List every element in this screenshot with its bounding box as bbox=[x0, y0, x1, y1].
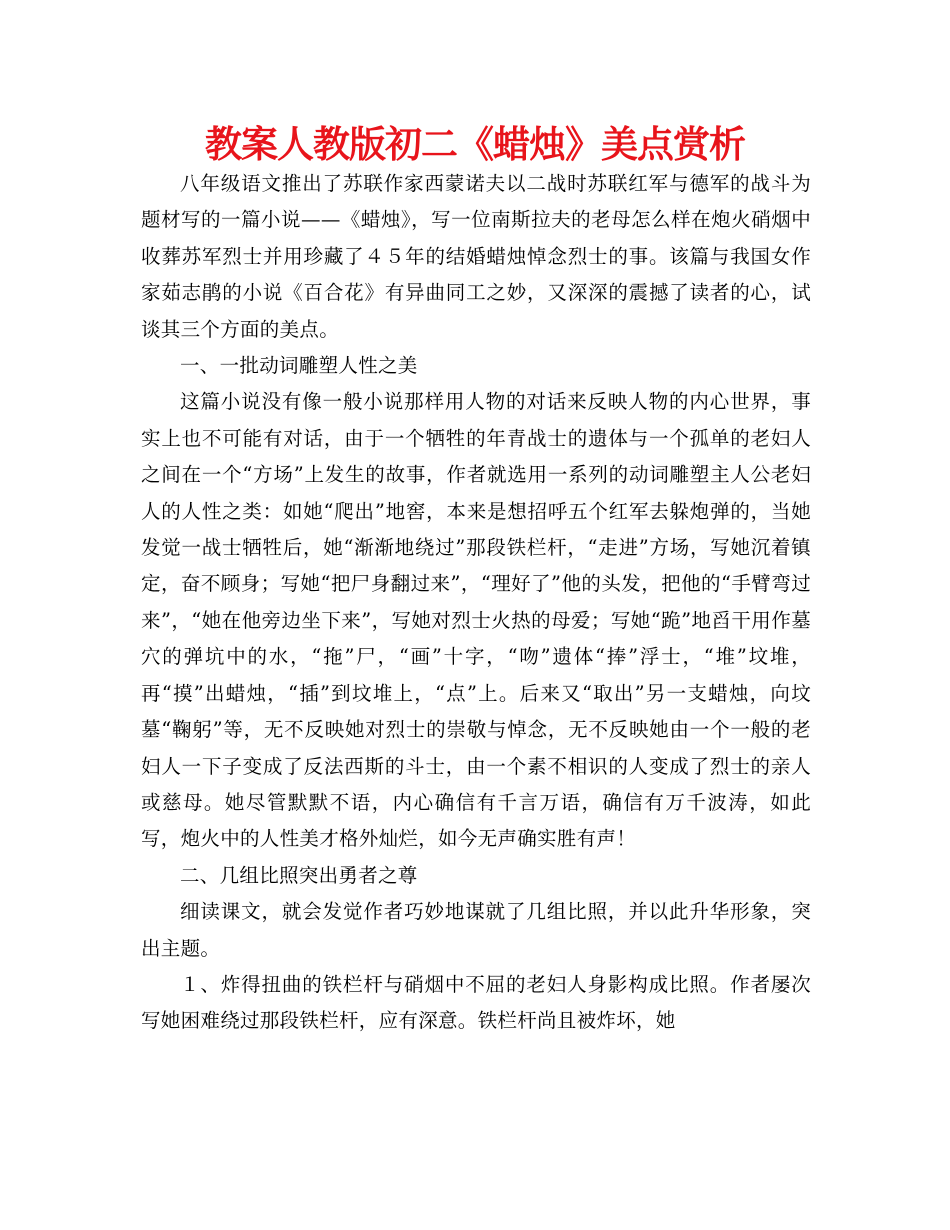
paragraph-section-2-intro: 细读课文，就会发觉作者巧妙地谋就了几组比照，并以此升华形象，突出主题。 bbox=[141, 900, 811, 960]
document-body bbox=[141, 166, 811, 1040]
section-heading-2: 二、几组比照突出勇者之尊 bbox=[180, 863, 418, 887]
paragraph-comparison-1: １、炸得扭曲的铁栏杆与硝烟中不屈的老妇人身影构成比照。作者屡次写她困难绕过那段铁栏杆，应有深意。铁栏杆尚且被炸坏，她 bbox=[141, 972, 811, 1033]
paragraph-intro: 八年级语文推出了苏联作家西蒙诺夫以二战时苏联红军与德军的战斗为题材写的一篇小说——《蜡烛》，写一位南斯拉夫的老母怎么样在炮火硝烟中收葬苏军烈士并用珍藏了４５年的结婚蜡烛悼念烈士的事。该篇与我国女作家茹志鹃的小说《百合花》有异曲同工之妙，又深深的震撼了读者的心，试谈其三个方面的美点。 bbox=[141, 172, 811, 341]
document-title: 教案人教版初二《蜡烛》美点赏析 bbox=[205, 123, 745, 166]
paragraph-section-1: 这篇小说没有像一般小说那样用人物的对话来反映人物的内心世界，事实上也不可能有对话，由于一个牺牲的年青战士的遗体与一个孤单的老妇人之间在一个“方场”上发生的故事，作者就选用一系列的动词雕塑主人公老妇人的人性之类：如她“爬出”地窖，本来是想招呼五个红军去躲炮弹的，当她发觉一战士牺牲后，她“渐渐地绕过”那段铁栏杆，“走进”方场，写她沉着镇定，奋不顾身；写她“把尸身翻过来”，“理好了”他的头发，把他的“手臂弯过来”，“她在他旁边坐下来”，写她对烈士火热的母爱；写她“跪”地舀干用作墓穴的弹坑中的水，“拖”尸，“画”十字，“吻”遗体“捧”浮士，“堆”坟堆，再“摸”出蜡烛，“插”到坟堆上，“点”上。后来又“取出”另一支蜡烛，向坟墓“鞠躬”等，无不反映她对烈士的崇敬与悼念，无不反映她由一个一般的老妇人一下子变成了反法西斯的斗士，由一个素不相识的人变成了烈士的亲人或慈母。她尽管默默不语，内心确信有千言万语，确信有万千波涛，如此写，炮火中的人性美才格外灿烂，如今无声确实胜有声！ bbox=[141, 390, 811, 851]
section-heading-1: 一、一批动词雕塑人性之美 bbox=[180, 354, 418, 378]
